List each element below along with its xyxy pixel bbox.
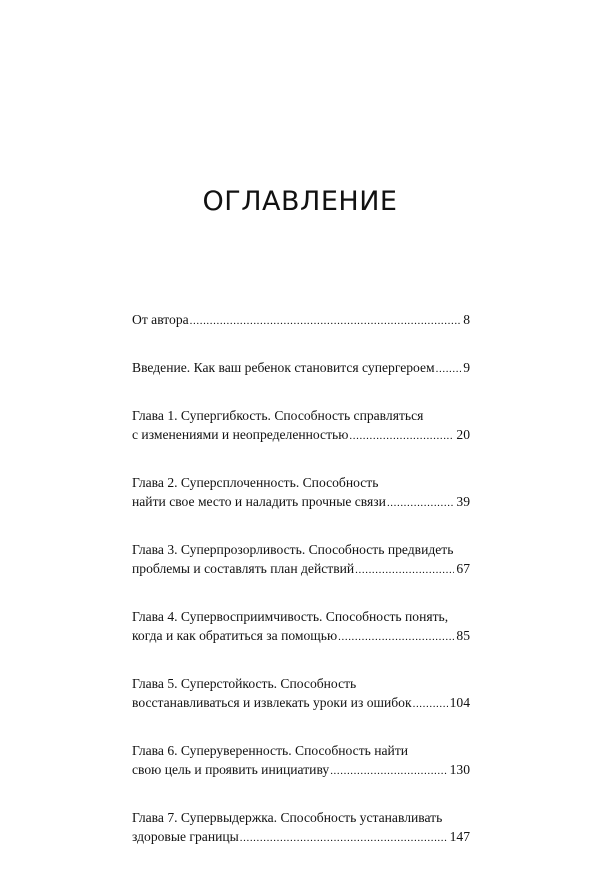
toc-page-number: 20 xyxy=(456,427,470,442)
toc-entry-title: Глава 5. Суперстойкость. Способность xyxy=(132,676,357,691)
toc-entry-title-cont: здоровые границы xyxy=(132,829,239,844)
leader-dots xyxy=(338,628,454,647)
toc-entry-chapter-7[interactable] xyxy=(132,808,470,846)
toc-entry-author[interactable] xyxy=(132,310,470,329)
toc-entry-title: Глава 3. Суперпрозорливость. Способность предвидеть xyxy=(132,542,454,557)
toc-entry-title: Глава 2. Суперсплоченность. Способность xyxy=(132,475,379,490)
toc-entry-title: Глава 7. Супервыдержка. Способность устанавливать xyxy=(132,810,443,825)
toc-entry-chapter-1[interactable] xyxy=(132,406,470,444)
table-of-contents xyxy=(132,310,470,875)
leader-dots xyxy=(330,762,447,781)
toc-page-number: 130 xyxy=(449,762,470,777)
toc-entry-title-cont: когда и как обратиться за помощью xyxy=(132,628,338,643)
toc-page-number: 85 xyxy=(456,628,470,643)
toc-entry-chapter-6[interactable] xyxy=(132,741,470,779)
toc-entry-chapter-5[interactable] xyxy=(132,674,470,712)
leader-dots xyxy=(387,494,454,513)
toc-entry-chapter-3[interactable] xyxy=(132,540,470,578)
toc-entry-title-cont: проблемы и составлять план действий xyxy=(132,561,355,576)
toc-page-number: 104 xyxy=(449,695,470,710)
leader-dots xyxy=(190,312,462,331)
leader-dots xyxy=(349,427,454,446)
toc-entry-title-cont: с изменениями и неопределенностью xyxy=(132,427,349,442)
toc-page-number: 39 xyxy=(456,494,470,509)
toc-entry-title: Введение. Как ваш ребенок становится супергероем xyxy=(132,360,435,375)
leader-dots xyxy=(413,695,448,714)
toc-entry-title: Глава 1. Супергибкость. Способность справляться xyxy=(132,408,424,423)
leader-dots xyxy=(436,360,462,379)
toc-page-number: 67 xyxy=(456,561,470,576)
toc-entry-title: Глава 4. Супервосприимчивость. Способность понять, xyxy=(132,609,449,624)
toc-entry-title-cont: свою цель и проявить инициативу xyxy=(132,762,330,777)
toc-entry-title-cont: восстанавливаться и извлекать уроки из ошибок xyxy=(132,695,412,710)
toc-entry-chapter-2[interactable] xyxy=(132,473,470,511)
toc-entry-title: Глава 6. Суперуверенность. Способность найти xyxy=(132,743,409,758)
page-title: ОГЛАВЛЕНИЕ xyxy=(202,186,398,217)
leader-dots xyxy=(240,829,448,848)
toc-page-number: 9 xyxy=(463,360,470,375)
toc-entry-chapter-4[interactable] xyxy=(132,607,470,645)
toc-entry-intro[interactable] xyxy=(132,358,470,377)
toc-entry-title: От автора xyxy=(132,312,189,327)
leader-dots xyxy=(355,561,454,580)
toc-entry-title-cont: найти свое место и наладить прочные связи xyxy=(132,494,386,509)
toc-page-number: 8 xyxy=(463,312,470,327)
toc-page-number: 147 xyxy=(449,829,470,844)
